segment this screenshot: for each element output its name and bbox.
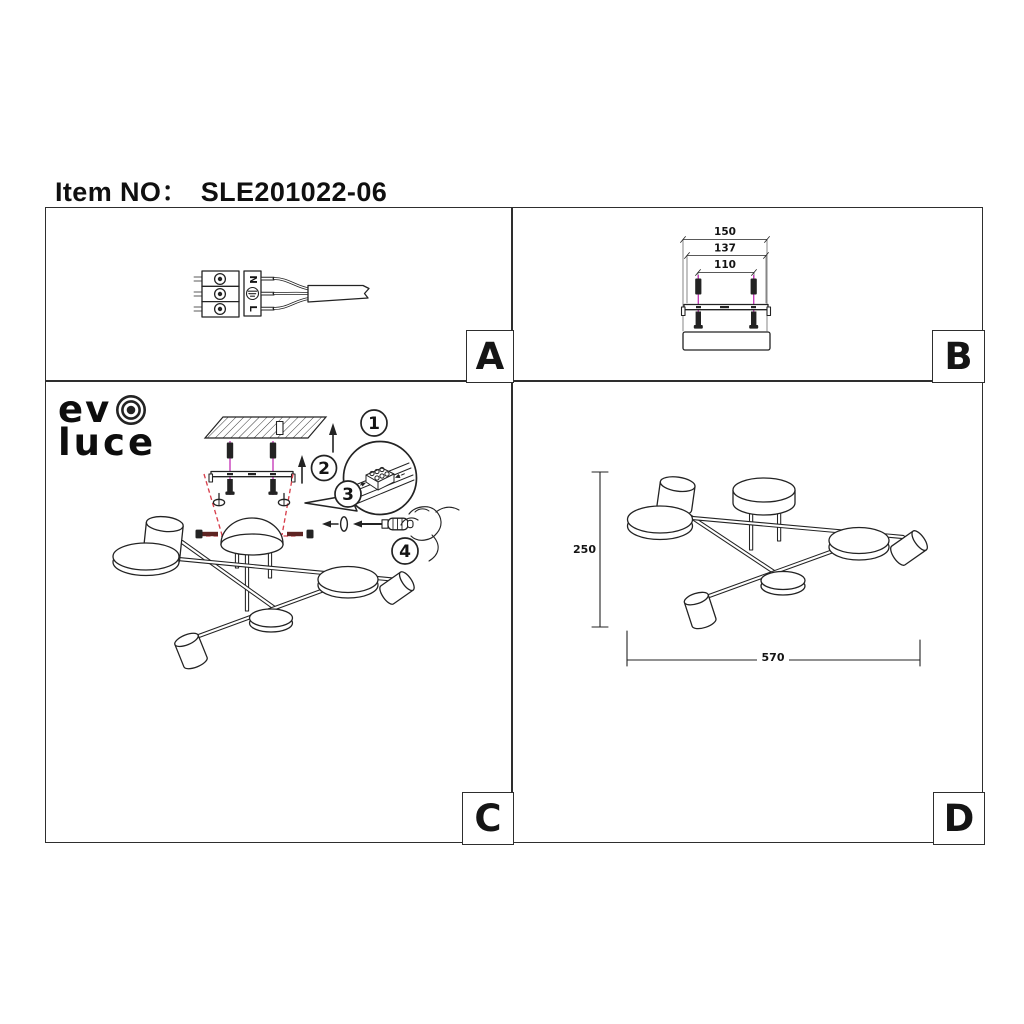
step-number: 1 — [368, 414, 380, 434]
panel-label-a — [466, 330, 514, 383]
step-circle-1 — [361, 410, 387, 436]
dim-137-value: 137 — [714, 242, 736, 255]
mount-screws-top — [695, 279, 757, 295]
panel-letter: B — [944, 335, 973, 378]
up-arrow-1 — [329, 423, 337, 452]
dim-150-value: 150 — [714, 226, 736, 238]
lamp-canopy — [733, 478, 795, 515]
wing-screw-left — [213, 494, 224, 506]
terminal-label-block — [244, 271, 261, 316]
panel-letter: D — [943, 797, 975, 840]
canopy-base — [683, 332, 770, 350]
wires — [274, 279, 309, 309]
step-number: 2 — [318, 459, 330, 479]
step-number: 3 — [342, 485, 354, 505]
ceiling-surface — [205, 417, 326, 438]
panel-letter: C — [474, 797, 502, 840]
dim-width — [627, 631, 920, 666]
dim-110 — [696, 259, 757, 278]
dim-height-value: 250 — [573, 543, 596, 556]
dim-height — [573, 472, 608, 627]
spot-cylinder-bottom-left — [173, 631, 209, 672]
item-number-label: Item NO： — [55, 177, 189, 207]
ceiling-screws — [227, 443, 276, 459]
lamp-canopy — [221, 518, 283, 555]
frame-horizontal-divider — [45, 380, 983, 382]
panel-label-c — [462, 792, 514, 845]
spot-disc-right — [829, 528, 889, 561]
terminal-n-label: N — [247, 275, 258, 284]
spot-disc-bottom — [250, 609, 293, 632]
side-screw-insert — [322, 517, 347, 531]
screwdriver — [353, 518, 413, 530]
terminal-l-label: L — [247, 305, 258, 312]
wire-pins — [261, 277, 274, 310]
step-circle-2 — [312, 456, 337, 481]
mount-bracket — [209, 472, 295, 483]
dim-width-value: 570 — [761, 651, 785, 664]
panel-b-dimension-diagram — [650, 215, 830, 360]
panel-c-installation-diagram — [110, 395, 460, 685]
spot-disc-right — [318, 567, 378, 599]
item-number-title — [55, 170, 387, 209]
panel-letter: A — [475, 335, 505, 378]
step-circle-3 — [335, 481, 361, 507]
logo-word-bottom: luce — [58, 421, 157, 464]
bracket-screws-bottom — [225, 479, 277, 495]
terminal-screw-block — [194, 271, 239, 317]
step-number: 4 — [399, 542, 411, 562]
spot-cylinder-right — [377, 570, 417, 607]
cable-sheath — [308, 286, 369, 303]
frame-vertical-divider — [511, 207, 513, 843]
panel-d-dimension-diagram — [565, 455, 965, 680]
panel-a-wiring-diagram — [180, 250, 400, 340]
logo-word-top: ev — [58, 388, 112, 431]
step-circle-4 — [392, 538, 418, 564]
canopy-side-screw-right — [287, 530, 314, 539]
dim-110-value: 110 — [714, 259, 736, 271]
canopy-side-screw-left — [196, 530, 219, 539]
panel-label-b — [932, 330, 985, 383]
spot-disc-left — [628, 506, 693, 540]
mount-screws-bottom — [694, 312, 758, 329]
panel-label-d — [933, 792, 985, 845]
spot-disc-bottom — [761, 572, 805, 596]
spot-disc-left — [113, 543, 179, 576]
mount-bracket — [682, 305, 771, 316]
item-number-value: SLE201022-06 — [200, 177, 388, 207]
up-arrow-2 — [298, 455, 306, 483]
